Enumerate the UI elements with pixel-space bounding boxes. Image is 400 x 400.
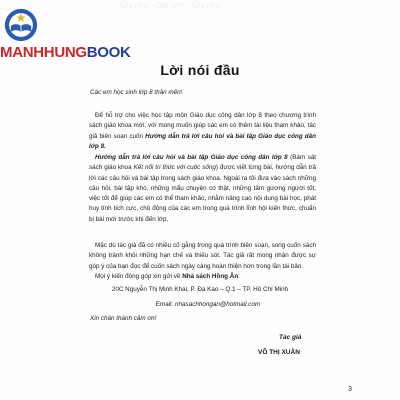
email-address: nhasachhongan@hotmail.com <box>175 301 261 308</box>
paragraph-4-text: Mọi ý kiến đóng góp xin gửi về <box>95 273 183 280</box>
bleed-through-text: Ghi nhớ · Ghi nhớ · Ghi nhớ <box>120 1 221 10</box>
logo-text-red: MANHHUNG <box>0 44 87 61</box>
paragraph-4-colon: : <box>238 273 240 280</box>
paragraph-4 <box>89 272 316 282</box>
paragraph-2-text-b: ) được viết từng bài, hướng dẫn trả lời các câu hỏi và bài tập trong sách giáo khoa. Ngoài ra tôi đưa vào sách những câu hỏi, bài tập khó, những mẩu chuyện có thật, những tấm gương người tốt, việc tốt để giúp các em có thể tham khảo, nhằm nâng cao nội dung bài học, phát huy tính tích cực, chủ động của các em trong quá trình lĩnh hội kiến thức, chuẩn bị bài mới trước khi đến lớp. <box>89 164 317 223</box>
email-line <box>8 301 400 308</box>
publisher-logo-text <box>0 44 131 61</box>
email-label: Email: <box>155 301 176 308</box>
page-number: 3 <box>348 386 352 393</box>
paragraph-2 <box>89 153 316 225</box>
signature-label: Tác giả <box>279 334 302 341</box>
paragraph-3 <box>89 241 316 272</box>
publisher-name: Nhà sách Hồng Ân <box>182 273 239 280</box>
paragraph-1-text: Để hỗ trợ cho việc học tập môn Giáo dục công dân lớp 8 theo chương trình sách giáo khoa mới, với mong muốn giúp các em có thêm tài liệu tham khảo, tác giả biên soạn cuốn <box>89 112 316 140</box>
book-title: Hướng dẫn trả lời câu hỏi và bài tập Giáo dục công dân lớp 8. <box>89 132 316 150</box>
page-title: Lời nói đầu <box>160 62 240 78</box>
logo-text-blue: BOOK <box>86 44 131 61</box>
greeting: Các em học sinh lớp 8 thân mến! <box>90 89 183 96</box>
open-book-icon <box>4 8 38 42</box>
thanks-line: Xin chân thành cảm ơn! <box>90 315 157 322</box>
book-title: Hướng dẫn trả lời câu hỏi và bài tập Giáo dục công dân lớp 8 <box>95 154 288 161</box>
address: 20C Nguyễn Thị Minh Khai, P. Đa Kao – Q.1 – TP. Hồ Chí Minh <box>111 286 289 293</box>
paragraph-1 <box>89 111 316 152</box>
paragraph-2-text-a: (Bám sát sách giáo khoa <box>89 154 316 172</box>
series-name: Kết nối tri thức với cuộc sống <box>133 164 216 172</box>
paragraph-3-text: Mặc dù tác giả đã có nhiều cố gắng trong quá trình biên soạn, song cuốn sách không tránh khỏi những hạn chế và thiếu sót. Tác giả rất mong nhận được sự góp ý của bạn đọc để cuốn sách ngày càng hoàn thiện hơn trong lần tái bản. <box>89 242 316 270</box>
author-name: VÕ THỊ XUÂN <box>258 349 300 356</box>
